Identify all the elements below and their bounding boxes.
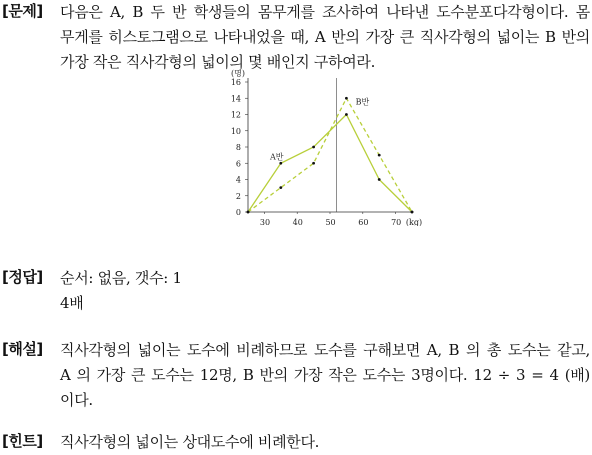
problem-line-1: 다음은 A, B 두 반 학생들의 몸무게를 조사하여 나타낸 도수분포다각형이다. 몸 bbox=[60, 3, 590, 21]
y-tick-label: 16 bbox=[230, 78, 241, 87]
data-point bbox=[378, 178, 381, 181]
answer-tag: [정답] bbox=[2, 268, 43, 286]
x-tick-label: 50 bbox=[325, 218, 336, 226]
x-tick-label: 40 bbox=[292, 218, 303, 226]
problem-line-3: 가장 작은 직사각형의 넓이의 몇 배인지 구하여라. bbox=[60, 53, 376, 71]
y-tick-label: 8 bbox=[235, 143, 241, 152]
data-point bbox=[279, 186, 282, 189]
y-tick-label: 0 bbox=[235, 208, 241, 217]
series-name-label: A반 bbox=[270, 152, 284, 162]
answer-order-count: 순서: 없음, 갯수: 1 bbox=[60, 269, 182, 287]
axes bbox=[248, 78, 412, 212]
hint-text: 직사각형의 넓이는 상대도수에 비례한다. bbox=[60, 433, 320, 451]
data-point bbox=[247, 211, 250, 214]
answer-value: 4배 bbox=[60, 294, 84, 312]
explanation-line-2: A 의 가장 큰 도수는 12명, B 반의 가장 작은 도수는 3명이다. 12 ÷ 3 = 4 (배) bbox=[60, 366, 590, 384]
x-tick-label: 60 bbox=[358, 218, 369, 226]
data-point bbox=[411, 211, 414, 214]
data-point bbox=[345, 113, 348, 116]
series-lines bbox=[247, 96, 414, 213]
data-point bbox=[378, 154, 381, 157]
data-point bbox=[312, 162, 315, 165]
y-tick-label: 2 bbox=[235, 191, 241, 201]
y-axis-unit-label: (명) bbox=[231, 69, 245, 78]
data-point bbox=[279, 162, 282, 165]
y-axis-ticks bbox=[231, 78, 248, 217]
y-tick-label: 6 bbox=[235, 159, 241, 169]
x-axis-unit-label: (kg) bbox=[405, 218, 423, 226]
hint-tag: [힌트] bbox=[2, 432, 43, 450]
explanation-line-3: 이다. bbox=[60, 391, 93, 409]
explanation-line-1: 직사각형의 넓이는 도수에 비례하므로 도수를 구해보면 A, B 의 총 도수는 같고, bbox=[60, 341, 590, 359]
series-line-a bbox=[248, 115, 412, 213]
problem-line-2: 무게를 히스토그램으로 나타내었을 때, A 반의 가장 큰 직사각형의 넓이는 B 반의 bbox=[60, 28, 590, 46]
frequency-polygon-chart bbox=[226, 68, 426, 226]
problem-text bbox=[60, 0, 590, 75]
y-tick-label: 4 bbox=[235, 175, 241, 185]
y-tick-label: 14 bbox=[230, 94, 241, 104]
y-tick-label: 12 bbox=[230, 110, 241, 120]
explanation-text bbox=[60, 338, 590, 413]
answer-text bbox=[60, 266, 590, 316]
y-tick-label: 10 bbox=[230, 126, 241, 136]
x-axis-ticks bbox=[260, 212, 401, 226]
explanation-tag: [해설] bbox=[2, 340, 43, 358]
data-point bbox=[345, 97, 348, 100]
problem-tag: [문제] bbox=[2, 2, 43, 20]
series-name-label: B반 bbox=[355, 97, 370, 107]
data-point bbox=[312, 146, 315, 149]
x-tick-label: 70 bbox=[391, 218, 402, 226]
x-tick-label: 30 bbox=[259, 218, 271, 226]
